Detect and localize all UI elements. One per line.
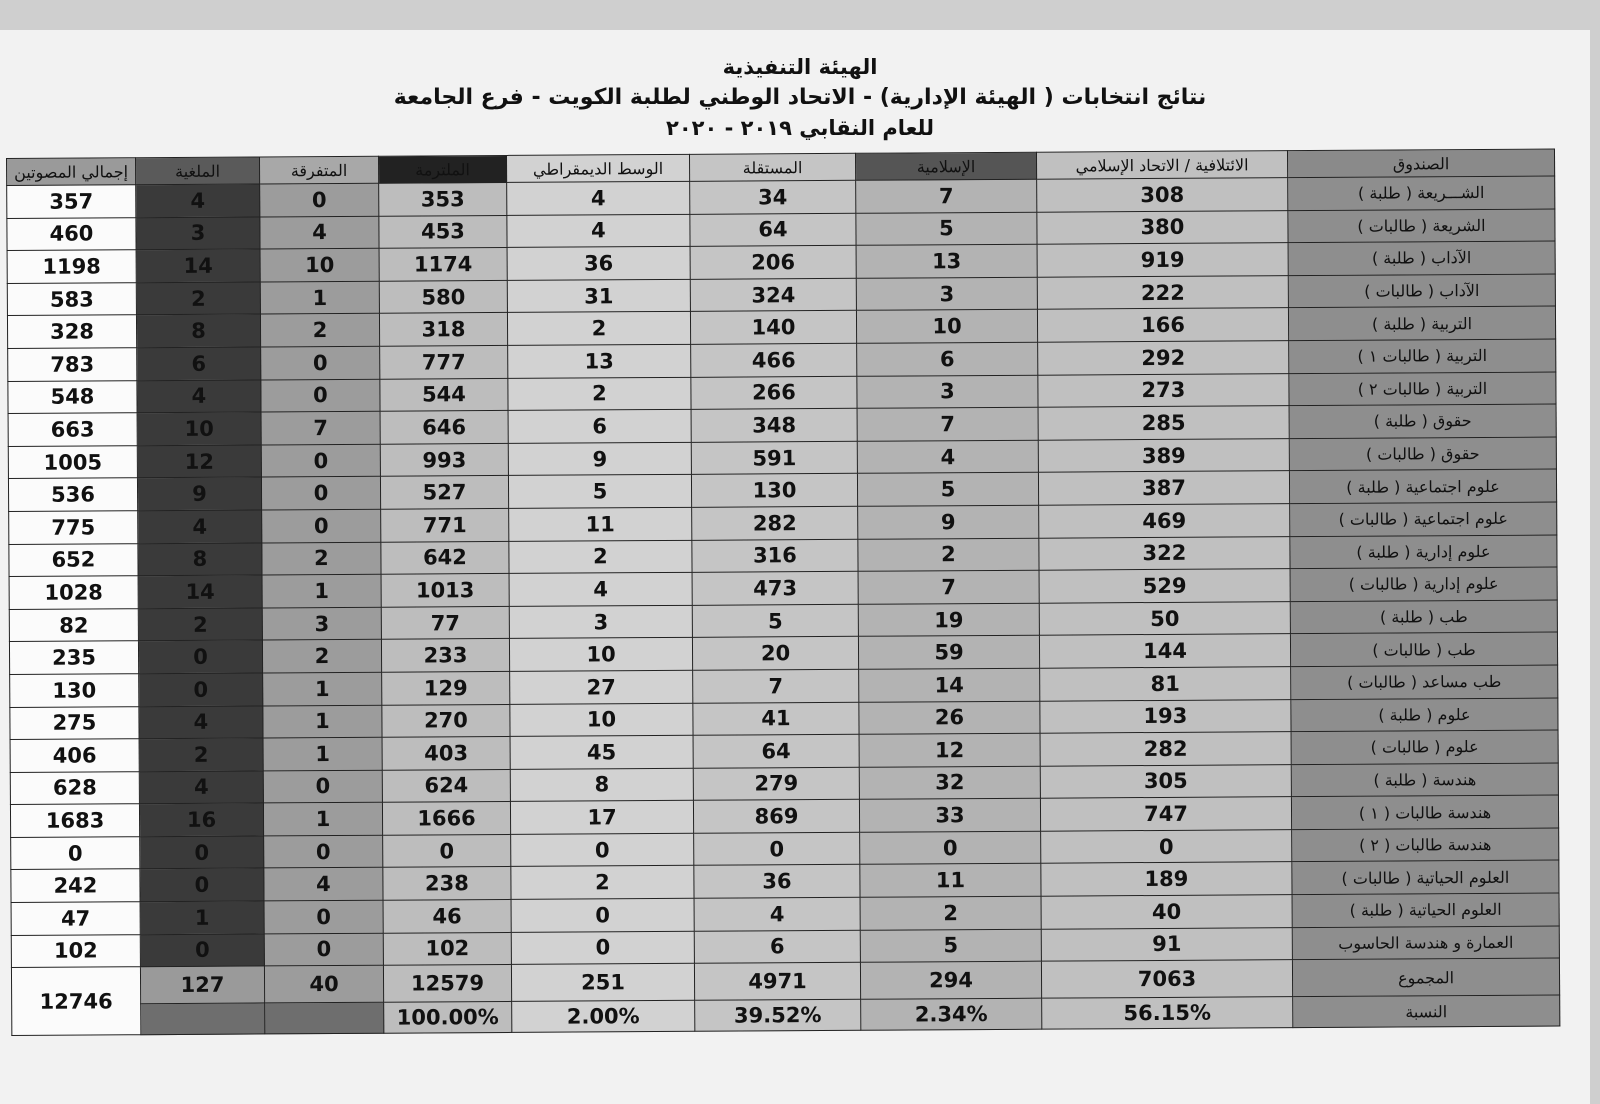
valid-sum: 12579 — [383, 965, 511, 1003]
itilafiya-cell: 273 — [1038, 373, 1289, 407]
table-body — [7, 176, 1560, 968]
islamiya-pct: 2.34% — [861, 998, 1042, 1030]
void-sum: 127 — [140, 966, 264, 1004]
wasat-cell: 8 — [510, 768, 693, 802]
islamiya-cell: 13 — [856, 244, 1037, 278]
valid-cell: 544 — [380, 378, 508, 411]
void-cell: 2 — [139, 738, 263, 771]
mustaqilla-sum: 4971 — [694, 963, 860, 1001]
ballot-box-cell: طب ( طلبة ) — [1290, 600, 1557, 634]
scattered-cell: 7 — [261, 411, 380, 444]
itilafiya-cell: 308 — [1037, 178, 1288, 212]
itilafiya-cell: 292 — [1038, 341, 1289, 375]
scattered-cell: 0 — [261, 477, 380, 510]
itilafiya-cell: 747 — [1040, 797, 1291, 831]
void-cell: 0 — [140, 836, 264, 869]
mustaqilla-cell: 473 — [692, 571, 858, 605]
wasat-cell: 4 — [507, 214, 690, 248]
itilafiya-sum: 7063 — [1041, 960, 1292, 999]
results-table — [6, 149, 1560, 1037]
ballot-box-cell: العمارة و هندسة الحاسوب — [1292, 926, 1559, 960]
void-cell: 6 — [137, 347, 261, 380]
valid-cell: 238 — [383, 867, 511, 900]
ballot-box-cell: علوم إدارية ( طلبة ) — [1290, 535, 1557, 569]
scattered-cell: 1 — [260, 281, 379, 314]
ballot-box-cell: هندسة طالبات ( ٢ ) — [1292, 828, 1559, 862]
valid-cell: 102 — [383, 932, 511, 965]
void-cell: 4 — [136, 184, 260, 217]
islamiya-cell: 33 — [859, 798, 1040, 832]
wasat-cell: 2 — [511, 866, 694, 900]
islamiya-cell: 0 — [860, 831, 1041, 865]
itilafiya-cell: 189 — [1041, 862, 1292, 896]
mustaqilla-cell: 20 — [692, 637, 858, 671]
col-header-islamiya: الإسلامية — [855, 152, 1036, 180]
percent-label: النسبة — [1293, 995, 1560, 1028]
void-cell: 2 — [138, 608, 262, 641]
wasat-cell: 0 — [511, 898, 694, 932]
total-voters-cell: 1683 — [10, 804, 139, 837]
col-header-ballot-box: الصندوق — [1287, 149, 1554, 178]
col-header-mustaqilla: المستقلة — [689, 153, 855, 181]
islamiya-cell: 4 — [857, 440, 1038, 474]
mustaqilla-cell: 266 — [691, 376, 857, 410]
ballot-box-cell: علوم ( طلبة ) — [1291, 698, 1558, 732]
valid-cell: 1174 — [379, 248, 507, 281]
void-cell: 8 — [138, 542, 262, 575]
scattered-cell: 0 — [261, 346, 380, 379]
itilafiya-cell: 193 — [1040, 699, 1291, 733]
scattered-cell: 1 — [263, 737, 382, 770]
islamiya-cell: 26 — [859, 701, 1040, 735]
itilafiya-cell: 322 — [1039, 536, 1290, 570]
valid-cell: 403 — [382, 737, 510, 770]
mustaqilla-cell: 64 — [693, 734, 859, 768]
void-cell: 0 — [140, 934, 264, 967]
wasat-cell: 0 — [511, 833, 694, 867]
total-voters-cell: 102 — [11, 934, 140, 967]
islamiya-sum: 294 — [860, 961, 1041, 999]
header-line-2: نتائج انتخابات ( الهيئة الإدارية) - الاتحاد الوطني لطلبة الكويت - فرع الجامعة — [393, 85, 1207, 110]
valid-cell: 77 — [381, 606, 509, 639]
total-voters-cell: 652 — [9, 543, 138, 576]
wasat-cell: 9 — [508, 442, 691, 476]
scattered-cell: 1 — [263, 802, 382, 835]
itilafiya-cell: 81 — [1040, 667, 1291, 701]
total-voters-cell: 235 — [9, 641, 138, 674]
void-cell: 0 — [140, 868, 264, 901]
wasat-cell: 4 — [507, 181, 690, 215]
void-cell: 4 — [137, 380, 261, 413]
wasat-cell: 27 — [510, 670, 693, 704]
wasat-cell: 4 — [509, 572, 692, 606]
islamiya-cell: 3 — [856, 277, 1037, 311]
totals-label: المجموع — [1292, 958, 1559, 997]
total-voters-cell: 628 — [10, 771, 139, 804]
total-voters-cell: 0 — [11, 837, 140, 870]
col-header-valid: الملترمة — [378, 155, 506, 183]
valid-cell: 527 — [380, 476, 508, 509]
scattered-cell: 10 — [260, 248, 379, 281]
scattered-cell: 0 — [264, 933, 383, 966]
total-voters-cell: 357 — [7, 185, 136, 218]
valid-cell: 642 — [381, 541, 509, 574]
void-cell: 8 — [136, 314, 260, 347]
itilafiya-cell: 222 — [1037, 275, 1288, 309]
scattered-cell: 3 — [262, 607, 381, 640]
scattered-cell: 2 — [262, 542, 381, 575]
document-header — [0, 55, 1600, 140]
void-cell: 10 — [137, 412, 261, 445]
total-voters-cell: 783 — [8, 348, 137, 381]
void-cell: 1 — [140, 901, 264, 934]
void-cell: 16 — [139, 803, 263, 836]
itilafiya-cell: 919 — [1037, 243, 1288, 277]
mustaqilla-cell: 41 — [693, 702, 859, 736]
islamiya-cell: 32 — [859, 766, 1040, 800]
ballot-box-cell: الشريعة ( طالبات ) — [1288, 209, 1555, 243]
valid-cell: 46 — [383, 899, 511, 932]
mustaqilla-cell: 7 — [693, 669, 859, 703]
void-pct-blank — [141, 1003, 265, 1035]
wasat-cell: 2 — [507, 312, 690, 346]
void-cell: 4 — [139, 705, 263, 738]
wasat-cell: 10 — [510, 703, 693, 737]
void-cell: 0 — [138, 640, 262, 673]
mustaqilla-pct: 39.52% — [695, 1000, 861, 1032]
wasat-cell: 36 — [507, 247, 690, 281]
scattered-cell: 2 — [262, 640, 381, 673]
itilafiya-cell: 387 — [1038, 471, 1289, 505]
total-voters-cell: 1198 — [7, 250, 136, 283]
void-cell: 0 — [139, 673, 263, 706]
total-voters-cell: 460 — [7, 217, 136, 250]
itilafiya-cell: 282 — [1040, 732, 1291, 766]
mustaqilla-cell: 348 — [691, 408, 857, 442]
wasat-cell: 2 — [508, 377, 691, 411]
valid-cell: 353 — [379, 182, 507, 215]
col-header-scattered: المتفرقة — [259, 156, 378, 184]
mustaqilla-cell: 140 — [690, 311, 856, 345]
valid-cell: 129 — [382, 671, 510, 704]
total-voters-cell: 1005 — [8, 445, 137, 478]
islamiya-cell: 5 — [856, 212, 1037, 246]
total-voters-cell: 583 — [7, 282, 136, 315]
total-voters-cell: 47 — [11, 902, 140, 935]
void-cell: 12 — [137, 445, 261, 478]
itilafiya-cell: 144 — [1039, 634, 1290, 668]
valid-cell: 771 — [381, 508, 509, 541]
islamiya-cell: 14 — [859, 668, 1040, 702]
wasat-cell: 5 — [508, 475, 691, 509]
total-voters-cell: 82 — [9, 608, 138, 641]
scattered-cell: 0 — [261, 444, 380, 477]
islamiya-cell: 10 — [856, 310, 1037, 344]
islamiya-cell: 5 — [857, 473, 1038, 507]
itilafiya-cell: 529 — [1039, 569, 1290, 603]
islamiya-cell: 7 — [856, 179, 1037, 213]
ballot-box-cell: طب مساعد ( طالبات ) — [1291, 665, 1558, 699]
mustaqilla-cell: 316 — [692, 539, 858, 573]
mustaqilla-cell: 282 — [692, 506, 858, 540]
wasat-cell: 13 — [508, 344, 691, 378]
islamiya-cell: 11 — [860, 864, 1041, 898]
scattered-cell: 1 — [263, 672, 382, 705]
valid-cell: 646 — [380, 411, 508, 444]
ballot-box-cell: الشـــريعة ( طلبة ) — [1288, 176, 1555, 210]
total-voters-cell: 663 — [8, 413, 137, 446]
col-header-total-voters: إجمالي المصوتين — [7, 158, 136, 186]
itilafiya-cell: 91 — [1041, 927, 1292, 961]
valid-cell: 233 — [381, 639, 509, 672]
ballot-box-cell: الآداب ( طالبات ) — [1288, 274, 1555, 308]
mustaqilla-cell: 869 — [693, 800, 859, 834]
ballot-box-cell: طب ( طالبات ) — [1290, 632, 1557, 666]
itilafiya-pct: 56.15% — [1042, 997, 1293, 1030]
mustaqilla-cell: 64 — [690, 213, 856, 247]
valid-cell: 624 — [382, 769, 510, 802]
wasat-sum: 251 — [511, 964, 694, 1002]
header-line-3: للعام النقابي ٢٠١٩ - ٢٠٢٠ — [666, 116, 934, 140]
total-voters-cell: 242 — [11, 869, 140, 902]
void-cell: 3 — [136, 217, 260, 250]
ballot-box-cell: علوم اجتماعية ( طلبة ) — [1289, 469, 1556, 503]
ballot-box-cell: حقوق ( طلبة ) — [1289, 404, 1556, 438]
mustaqilla-cell: 279 — [693, 767, 859, 801]
wasat-cell: 10 — [509, 638, 692, 672]
valid-cell: 1013 — [381, 574, 509, 607]
islamiya-cell: 5 — [860, 929, 1041, 963]
total-voters-cell: 536 — [8, 478, 137, 511]
col-header-wasat: الوسط الديمقراطي — [506, 154, 689, 182]
islamiya-cell: 59 — [858, 636, 1039, 670]
valid-cell: 777 — [380, 345, 508, 378]
valid-cell: 0 — [383, 834, 511, 867]
void-cell: 14 — [136, 249, 260, 282]
islamiya-cell: 6 — [857, 342, 1038, 376]
mustaqilla-cell: 5 — [692, 604, 858, 638]
itilafiya-cell: 389 — [1038, 438, 1289, 472]
wasat-pct: 2.00% — [512, 1001, 695, 1033]
scattered-cell: 0 — [262, 509, 381, 542]
total-voters-cell: 275 — [10, 706, 139, 739]
total-voters-cell: 130 — [10, 674, 139, 707]
scattered-sum: 40 — [264, 965, 383, 1003]
scattered-cell: 1 — [262, 574, 381, 607]
scattered-cell: 0 — [264, 900, 383, 933]
mustaqilla-cell: 6 — [694, 930, 860, 964]
valid-cell: 1666 — [382, 802, 510, 835]
itilafiya-cell: 285 — [1038, 406, 1289, 440]
void-cell: 9 — [137, 477, 261, 510]
mustaqilla-cell: 591 — [691, 441, 857, 475]
mustaqilla-cell: 206 — [690, 245, 856, 279]
total-voters-cell: 548 — [8, 380, 137, 413]
total-voters-cell: 1028 — [9, 576, 138, 609]
total-voters-cell: 406 — [10, 739, 139, 772]
mustaqilla-cell: 324 — [690, 278, 856, 312]
itilafiya-cell: 0 — [1041, 830, 1292, 864]
ballot-box-cell: هندسة ( طلبة ) — [1291, 763, 1558, 797]
col-header-itilafiya: الائتلافية / الاتحاد الإسلامي — [1036, 151, 1287, 180]
wasat-cell: 3 — [509, 605, 692, 639]
scattered-cell: 0 — [260, 183, 379, 216]
ballot-box-cell: التربية ( طلبة ) — [1288, 306, 1555, 340]
wasat-cell: 17 — [510, 801, 693, 835]
valid-cell: 318 — [379, 313, 507, 346]
itilafiya-cell: 166 — [1037, 308, 1288, 342]
ballot-box-cell: حقوق ( طالبات ) — [1289, 437, 1556, 471]
itilafiya-cell: 305 — [1040, 764, 1291, 798]
void-cell: 14 — [138, 575, 262, 608]
islamiya-cell: 3 — [857, 375, 1038, 409]
wasat-cell: 11 — [509, 507, 692, 541]
ballot-box-cell: العلوم الحياتية ( طلبة ) — [1292, 893, 1559, 927]
total-voters-cell: 775 — [9, 511, 138, 544]
wasat-cell: 45 — [510, 735, 693, 769]
total-voters-sum: 12746 — [11, 967, 140, 1036]
islamiya-cell: 12 — [859, 733, 1040, 767]
ballot-box-cell: التربية ( طالبات ٢ ) — [1289, 372, 1556, 406]
itilafiya-cell: 50 — [1039, 601, 1290, 635]
scattered-pct-blank — [265, 1002, 384, 1034]
ballot-box-cell: التربية ( طالبات ١ ) — [1289, 339, 1556, 373]
scattered-cell: 4 — [260, 216, 379, 249]
valid-cell: 270 — [382, 704, 510, 737]
void-cell: 4 — [138, 510, 262, 543]
valid-cell: 453 — [379, 215, 507, 248]
valid-cell: 580 — [379, 280, 507, 313]
islamiya-cell: 7 — [857, 407, 1038, 441]
scattered-cell: 0 — [263, 770, 382, 803]
ballot-box-cell: هندسة طالبات ( ١ ) — [1291, 795, 1558, 829]
header-line-1: الهيئة التنفيذية — [722, 55, 878, 79]
ballot-box-cell: علوم اجتماعية ( طالبات ) — [1290, 502, 1557, 536]
itilafiya-cell: 40 — [1041, 895, 1292, 929]
wasat-cell: 2 — [509, 540, 692, 574]
mustaqilla-cell: 36 — [694, 865, 860, 899]
mustaqilla-cell: 34 — [690, 180, 856, 214]
mustaqilla-cell: 130 — [691, 474, 857, 508]
islamiya-cell: 19 — [858, 603, 1039, 637]
islamiya-cell: 7 — [858, 570, 1039, 604]
mustaqilla-cell: 466 — [691, 343, 857, 377]
col-header-void: الملغية — [136, 157, 260, 185]
ballot-box-cell: الآداب ( طلبة ) — [1288, 241, 1555, 275]
valid-cell: 993 — [380, 443, 508, 476]
void-cell: 4 — [139, 771, 263, 804]
scattered-cell: 0 — [264, 835, 383, 868]
islamiya-cell: 2 — [858, 538, 1039, 572]
scattered-cell: 4 — [264, 868, 383, 901]
ballot-box-cell: علوم إدارية ( طالبات ) — [1290, 567, 1557, 601]
wasat-cell: 6 — [508, 409, 691, 443]
islamiya-cell: 9 — [858, 505, 1039, 539]
itilafiya-cell: 469 — [1039, 504, 1290, 538]
islamiya-cell: 2 — [860, 896, 1041, 930]
wasat-cell: 31 — [507, 279, 690, 313]
void-cell: 2 — [136, 282, 260, 315]
total-voters-cell: 328 — [7, 315, 136, 348]
valid-pct: 100.00% — [384, 1002, 512, 1034]
mustaqilla-cell: 4 — [694, 897, 860, 931]
wasat-cell: 0 — [511, 931, 694, 965]
ballot-box-cell: علوم ( طالبات ) — [1291, 730, 1558, 764]
scattered-cell: 1 — [263, 705, 382, 738]
ballot-box-cell: العلوم الحياتية ( طالبات ) — [1292, 860, 1559, 894]
mustaqilla-cell: 0 — [694, 832, 860, 866]
scattered-cell: 0 — [261, 379, 380, 412]
itilafiya-cell: 380 — [1037, 210, 1288, 244]
scattered-cell: 2 — [260, 314, 379, 347]
